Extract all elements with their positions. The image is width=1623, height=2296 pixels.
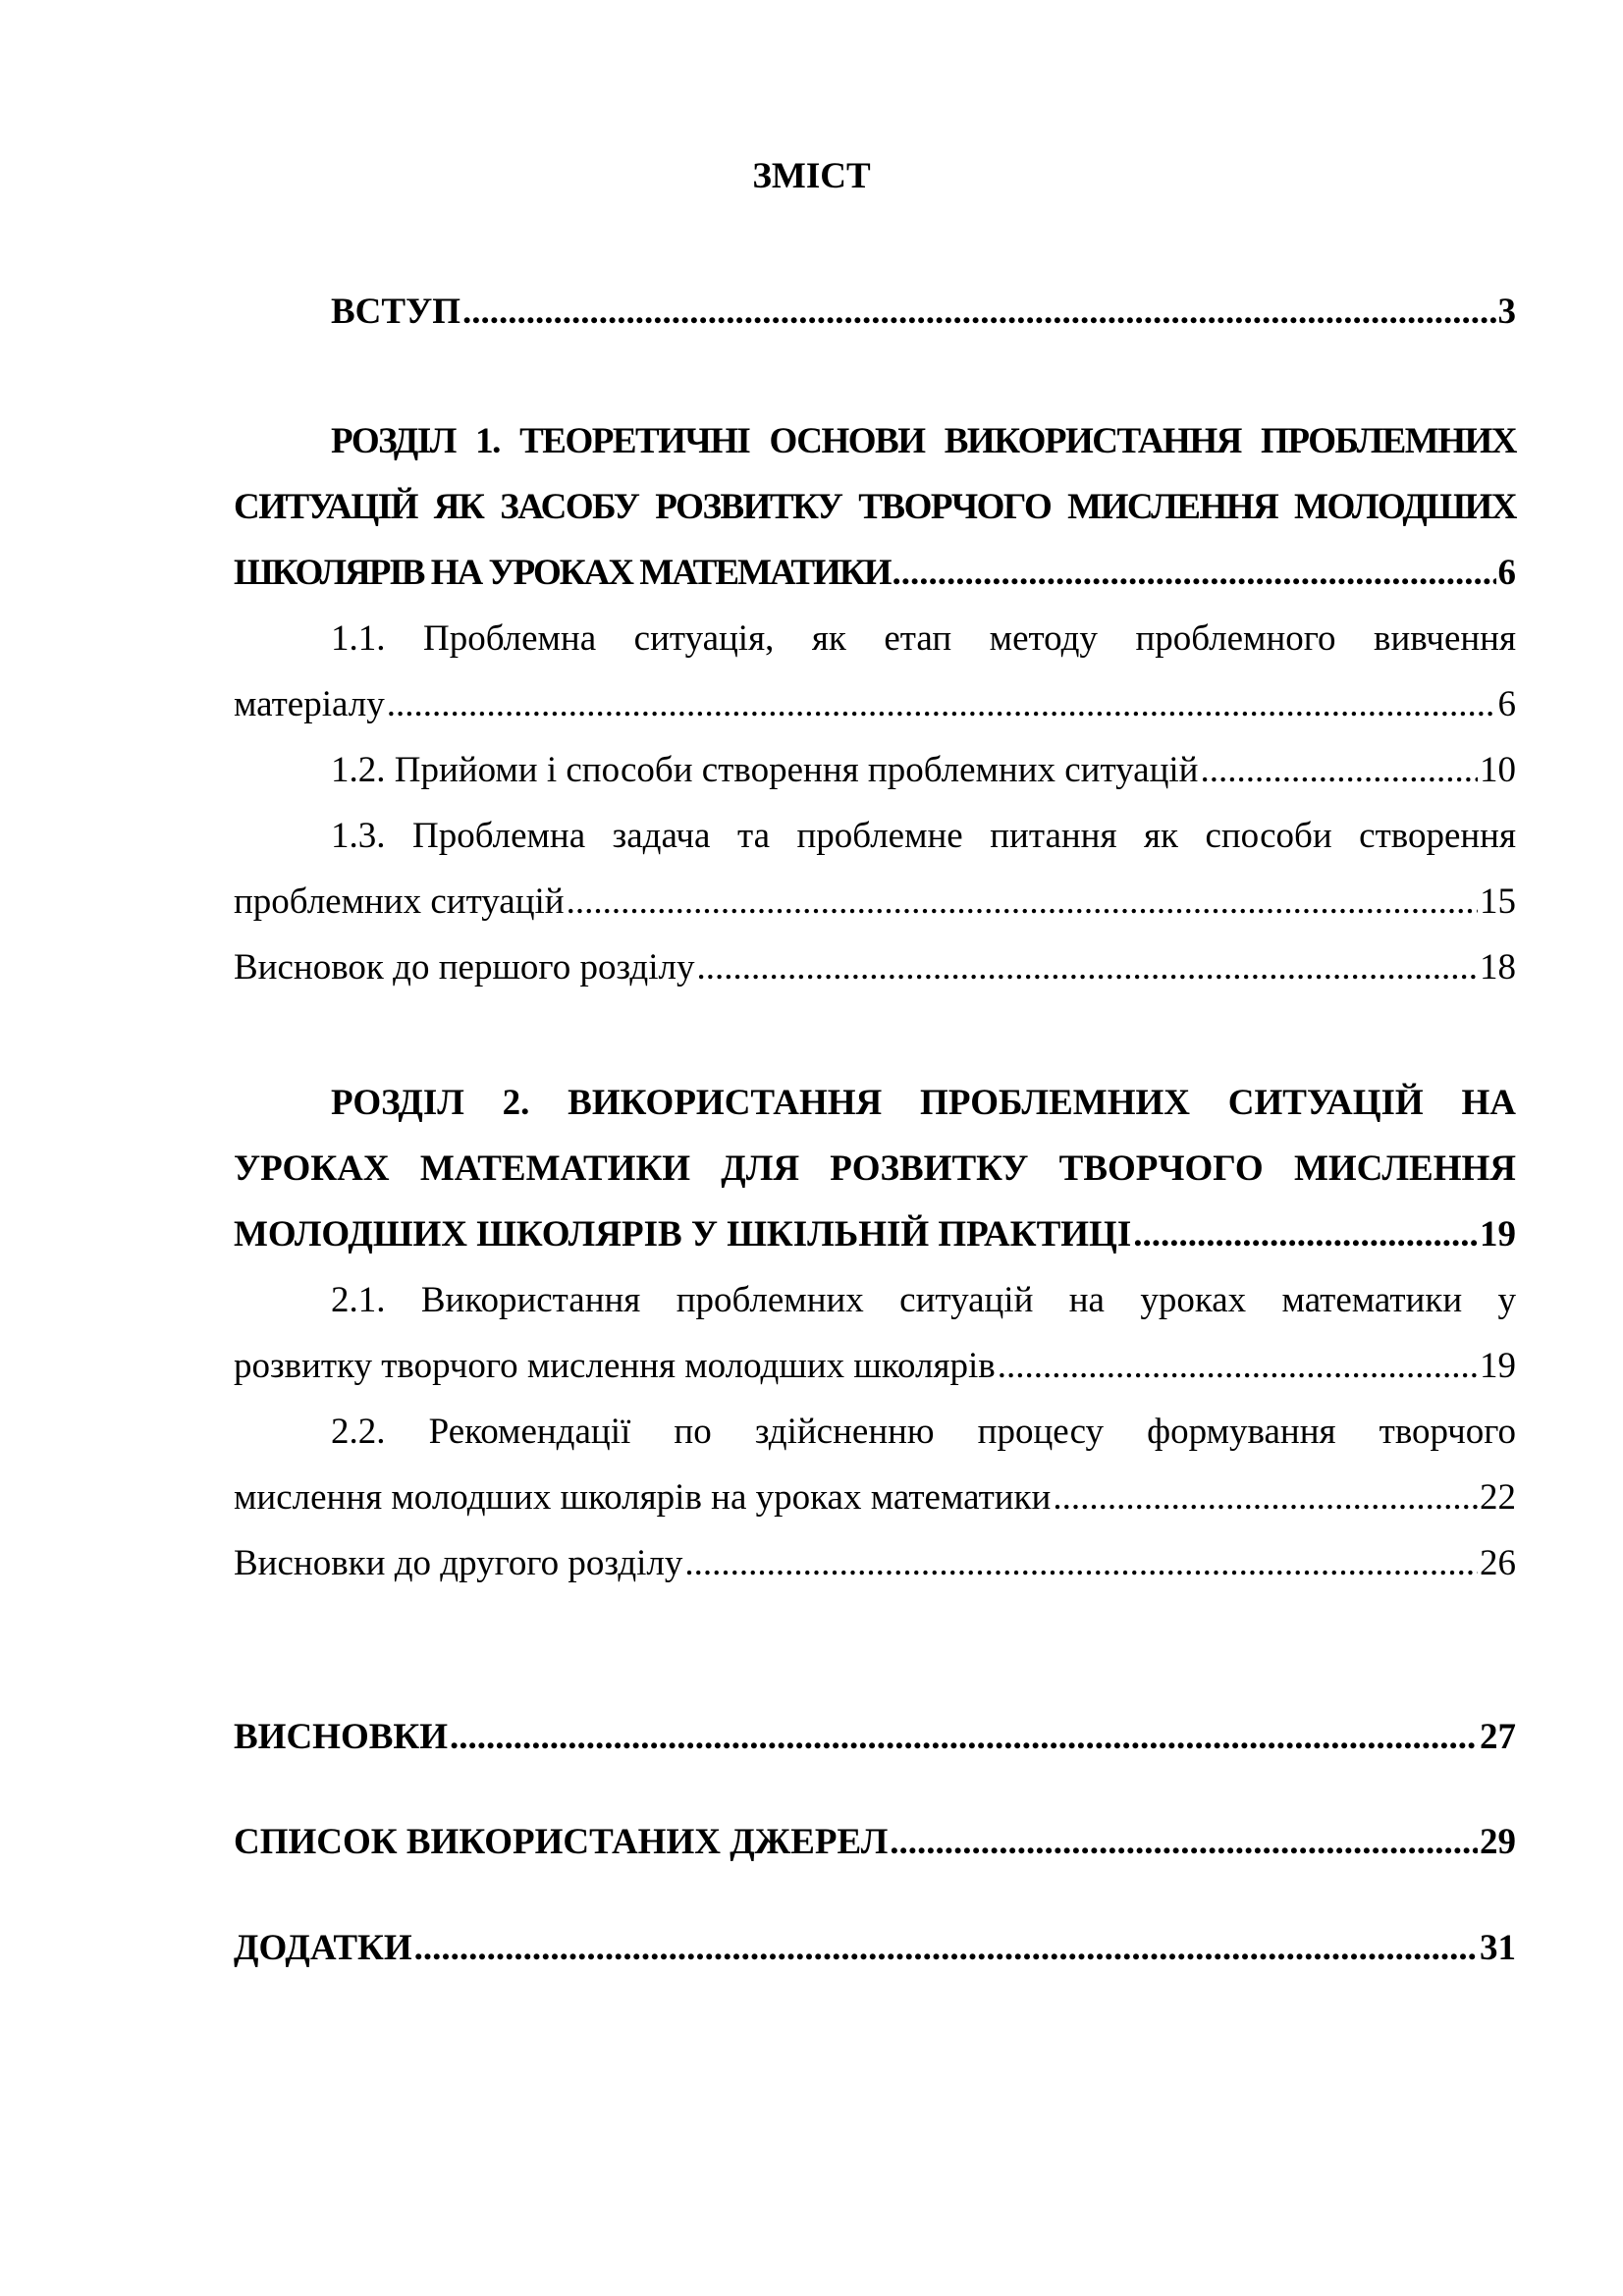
toc-label: СПИСОК ВИКОРИСТАНИХ ДЖЕРЕЛ <box>234 1822 889 1862</box>
toc-entry-intro <box>331 279 1516 345</box>
toc-page-number: 22 <box>1480 1477 1516 1518</box>
toc-page-number: 3 <box>1497 292 1516 332</box>
toc-page-number: 6 <box>1497 553 1516 593</box>
dot-leader <box>1053 1465 1478 1530</box>
chapter-heading-line: РОЗДІЛ 2. ВИКОРИСТАННЯ ПРОБЛЕМНИХ СИТУАЦІЙ НА <box>331 1083 1516 1123</box>
dot-leader <box>1200 737 1478 803</box>
section-line: 1.3. Проблемна задача та проблемне питання як способи створення <box>331 816 1516 856</box>
toc-page-number: 6 <box>1497 684 1516 724</box>
chapter-heading-line: РОЗДІЛ 1. ТЕОРЕТИЧНІ ОСНОВИ ВИКОРИСТАННЯ ПРОБЛЕМНИХ <box>331 421 1516 461</box>
dot-leader <box>696 934 1478 1000</box>
dot-leader <box>893 540 1496 606</box>
toc-title: ЗМІСТ <box>752 156 871 196</box>
toc-entry-chapter-2 <box>234 1070 1516 1596</box>
dot-leader <box>450 1704 1478 1770</box>
toc-page-number: 18 <box>1480 947 1516 988</box>
toc-page-number: 15 <box>1480 881 1516 922</box>
section-line: мислення молодших школярів на уроках математики <box>234 1477 1052 1518</box>
dot-leader <box>1133 1201 1478 1267</box>
toc-page-number: 27 <box>1480 1717 1516 1757</box>
toc-entry-chapter-1 <box>234 408 1516 1000</box>
toc-page-number: 29 <box>1480 1822 1516 1862</box>
toc-label: ВСТУП <box>331 292 461 332</box>
toc-label: ВИСНОВКИ <box>234 1717 449 1757</box>
conclusion-label: Висновок до першого розділу <box>234 947 695 988</box>
dot-leader <box>890 1809 1478 1875</box>
section-line: 2.2. Рекомендації по здійсненню процесу формування творчого <box>331 1412 1516 1452</box>
toc-page-number: 26 <box>1480 1543 1516 1583</box>
toc-entry-appendices <box>234 1915 1516 1981</box>
dot-leader <box>567 869 1478 934</box>
section-line: 1.2. Прийоми і способи створення проблемних ситуацій <box>331 750 1199 790</box>
dot-leader <box>414 1915 1478 1981</box>
section-line: матеріалу <box>234 684 385 724</box>
toc-page-number: 19 <box>1480 1214 1516 1255</box>
section-line: проблемних ситуацій <box>234 881 565 922</box>
chapter-heading-line: ШКОЛЯРІВ НА УРОКАХ МАТЕМАТИКИ <box>234 553 891 593</box>
section-line: 1.1. Проблемна ситуація, як етап методу проблемного вивчення <box>331 618 1516 659</box>
dot-leader <box>684 1530 1478 1596</box>
dot-leader <box>387 671 1496 737</box>
toc-entry-conclusions <box>234 1704 1516 1770</box>
toc-page-number: 31 <box>1480 1928 1516 1968</box>
dot-leader <box>462 279 1495 345</box>
chapter-heading-line: СИТУАЦІЙ ЯК ЗАСОБУ РОЗВИТКУ ТВОРЧОГО МИСЛЕННЯ МОЛОДШИХ <box>234 487 1516 527</box>
section-line: розвитку творчого мислення молодших школярів <box>234 1346 996 1386</box>
toc-page-number: 19 <box>1480 1346 1516 1386</box>
toc-label: ДОДАТКИ <box>234 1928 412 1968</box>
dot-leader <box>998 1333 1478 1399</box>
toc-entry-references <box>234 1809 1516 1875</box>
conclusion-label: Висновки до другого розділу <box>234 1543 683 1583</box>
toc-page-number: 10 <box>1480 750 1516 790</box>
section-line: 2.1. Використання проблемних ситуацій на уроках математики у <box>331 1280 1516 1320</box>
chapter-heading-line: МОЛОДШИХ ШКОЛЯРІВ У ШКІЛЬНІЙ ПРАКТИЦІ <box>234 1214 1132 1255</box>
chapter-heading-line: УРОКАХ МАТЕМАТИКИ ДЛЯ РОЗВИТКУ ТВОРЧОГО МИСЛЕННЯ <box>234 1148 1516 1189</box>
